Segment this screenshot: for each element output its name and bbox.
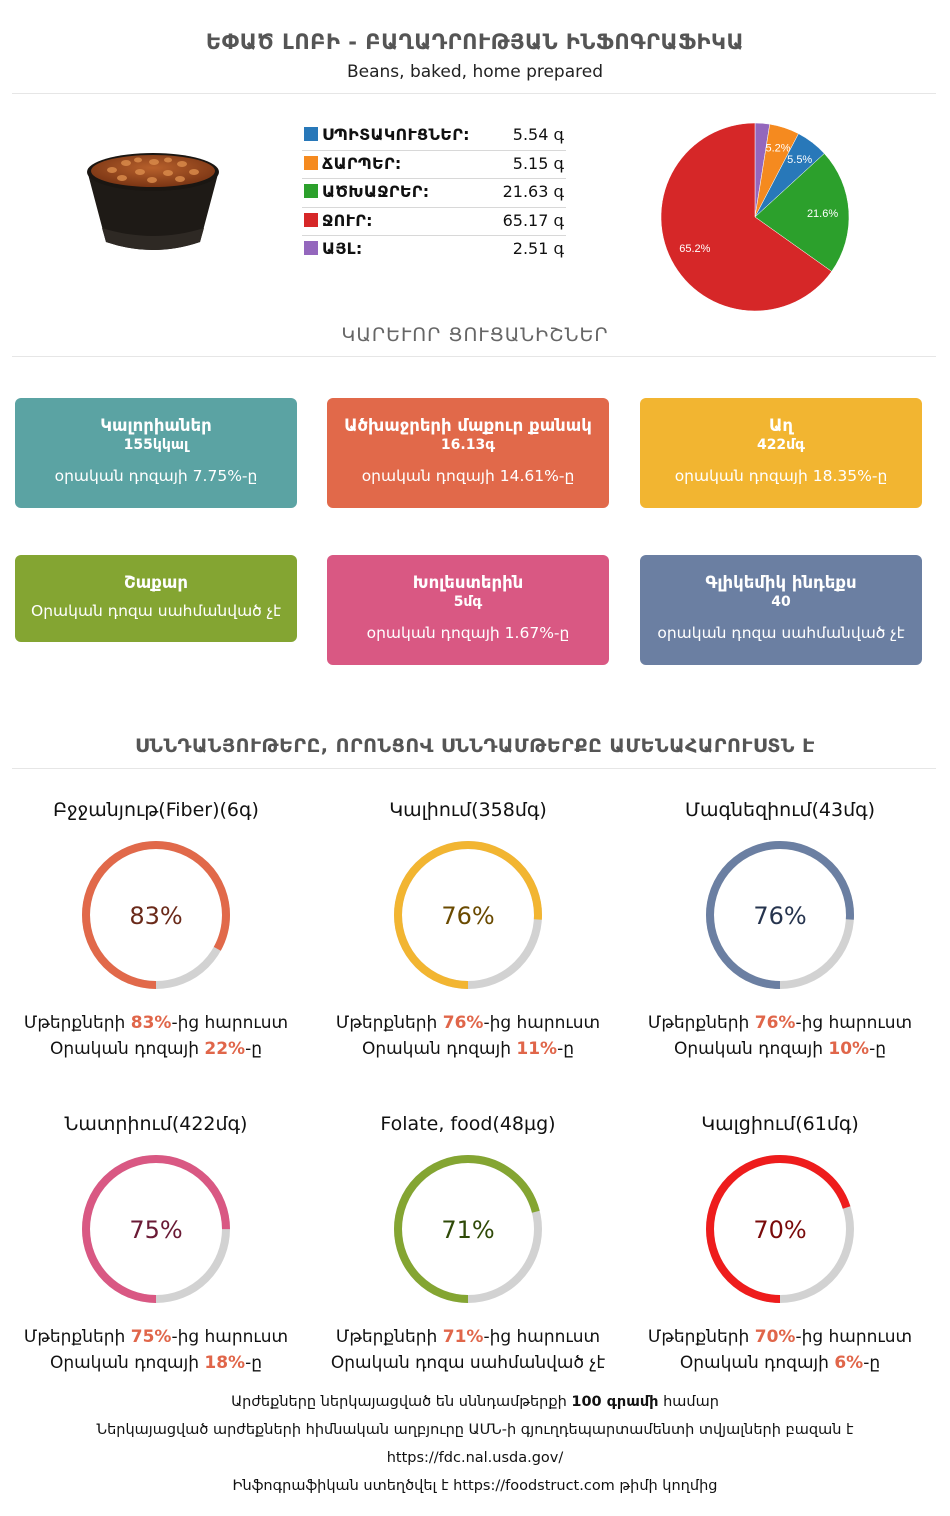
pie-label-fat: 5.2% (765, 142, 791, 155)
divider (12, 93, 936, 94)
divider (12, 768, 936, 769)
composition-value: 21.63 գ (502, 182, 564, 201)
baked-beans-bowl-image (82, 148, 224, 254)
card-amount: 5մգ (453, 594, 483, 610)
card-cholesterol (327, 555, 609, 665)
nutrient-name: Կալցիում(61մգ) (701, 1113, 859, 1135)
nutrient-ring (76, 1149, 236, 1309)
card-daily: օրական դոզայի 7.75%-ը (54, 467, 258, 485)
nutrient-ring (388, 1149, 548, 1309)
composition-value: 5.54 գ (512, 125, 564, 144)
nutrient-rank-line: Մթերքների 71%-ից հարուստ (335, 1327, 601, 1347)
nutrient-potassium (312, 799, 624, 1059)
footer-credit: Ինֆոգրաֆիկան ստեղծվել է https://foodstruct.com թիմի կողմից (232, 1478, 718, 1494)
card-amount: 422մգ (756, 437, 806, 453)
composition-label: ԱԾԽԱՋՐԵՐ: (322, 182, 430, 201)
composition-label: ԱՅԼ: (322, 239, 363, 258)
composition-value: 5.15 գ (512, 153, 564, 173)
protein-swatch (304, 127, 318, 141)
ring-percent: 70% (753, 1216, 807, 1244)
composition-row-other (302, 236, 566, 265)
card-title: Կալորիաներ (100, 416, 212, 435)
card-title: Աղ (768, 416, 794, 435)
composition-table (302, 122, 566, 265)
ring-percent: 83% (129, 902, 183, 930)
pie-label-water: 65.2% (679, 243, 711, 256)
footer-per-100g: Արժեքները ներկայացված են սննդամթերքի 100 գրամի համար (231, 1394, 719, 1410)
composition-row-water (302, 208, 566, 237)
card-title: Խոլեստերին (412, 573, 524, 592)
nutrient-name: Բջջանյութ(Fiber)(6գ) (53, 799, 259, 821)
card-sugar (15, 555, 297, 642)
card-daily: օրական դոզայի 18.35%-ը (674, 467, 888, 485)
card-amount: 155կկալ (123, 437, 189, 453)
nutrient-sodium (0, 1113, 312, 1373)
page-title: ԵՓԱԾ ԼՈԲԻ - ԲԱՂԱԴՐՈՒԹՅԱՆ ԻՆՖՈԳՐԱՖԻԿԱ (205, 30, 745, 54)
composition-pie-chart (640, 102, 870, 332)
nutrient-daily-line: Օրական դոզայի 22%-ը (49, 1039, 263, 1059)
nutrient-calcium (624, 1113, 936, 1373)
ring-percent: 71% (441, 1216, 495, 1244)
card-daily: օրական դոզայի 14.61%-ը (361, 467, 575, 485)
carbs-swatch (304, 184, 318, 198)
composition-row-carbs (302, 179, 566, 208)
key-indicators-heading: ԿԱՐԵՒՈՐ ՑՈՒՑԱՆԻՇՆԵՐ (341, 324, 609, 346)
nutrient-name: Կալիում(358մգ) (389, 799, 547, 821)
composition-value: 65.17 գ (502, 210, 564, 230)
nutrient-rank-line: Մթերքների 70%-ից հարուստ (647, 1327, 913, 1347)
card-title: Շաքար (124, 573, 188, 592)
composition-row-fat (302, 151, 566, 180)
nutrient-ring (700, 1149, 860, 1309)
nutrient-rank-line: Մթերքների 76%-ից հարուստ (335, 1013, 601, 1033)
footer-foodstruct-link[interactable]: https://foodstruct.com (453, 1478, 615, 1494)
composition-label: ՋՈՒՐ: (322, 210, 373, 230)
other-swatch (304, 241, 318, 255)
card-daily: օրական դոզայի 1.67%-ը (366, 624, 570, 642)
composition-row-protein (302, 122, 566, 151)
pie-label-carbs: 21.6% (806, 207, 839, 220)
page-subtitle: Beans, baked, home prepared (346, 62, 604, 82)
card-glycemic-index (640, 555, 922, 665)
nutrient-rank-line: Մթերքների 75%-ից հարուստ (23, 1327, 289, 1347)
nutrient-daily-line: Օրական դոզայի 10%-ը (673, 1039, 887, 1059)
card-calories (15, 398, 297, 508)
card-daily: օրական դոզա սահմանված չէ (657, 624, 905, 642)
ring-percent: 76% (753, 902, 807, 930)
card-amount: 40 (771, 594, 791, 610)
pie-label-protein: 5.5% (787, 153, 813, 166)
nutrient-daily-line: Օրական դոզայի 18%-ը (49, 1353, 263, 1373)
nutrient-ring (700, 835, 860, 995)
water-swatch (304, 213, 318, 227)
fat-swatch (304, 156, 318, 170)
card-net-carbs (327, 398, 609, 508)
nutrient-daily-line: Օրական դոզա սահմանված չէ (330, 1353, 606, 1373)
composition-label: ՃԱՐՊԵՐ: (322, 153, 402, 173)
nutrient-ring (76, 835, 236, 995)
card-title: Ածխաջրերի մաքուր քանակ (344, 416, 592, 435)
nutrient-name: Նատրիում(422մգ) (64, 1113, 248, 1135)
nutrient-folate (312, 1113, 624, 1373)
ring-percent: 75% (129, 1216, 183, 1244)
nutrient-rank-line: Մթերքների 76%-ից հարուստ (647, 1013, 913, 1033)
nutrient-name: Մագնեզիում(43մգ) (684, 799, 876, 821)
nutrient-ring (388, 835, 548, 995)
nutrient-fiber (0, 799, 312, 1059)
divider (12, 356, 936, 357)
composition-label: ՍՊԻՏԱԿՈՒՑՆԵՐ: (322, 125, 470, 144)
nutrient-magnesium (624, 799, 936, 1059)
card-daily: Օրական դոզա սահմանված չէ (31, 602, 281, 620)
ring-percent: 76% (441, 902, 495, 930)
footer-usda-link[interactable]: https://fdc.nal.usda.gov/ (386, 1450, 564, 1466)
composition-value: 2.51 գ (512, 239, 564, 258)
card-amount: 16.13գ (440, 437, 496, 453)
rich-nutrients-heading: ՍՆՆԴԱՆՅՈՒԹԵՐԸ, ՈՐՈՆՑՈՎ ՍՆՆԴԱՄԹԵՐՔԸ ԱՄԵՆԱՀԱՐՈՒՍՏՆ Է (135, 735, 815, 757)
card-title: Գլիկեմիկ ինդեքս (705, 573, 857, 592)
nutrient-daily-line: Օրական դոզայի 11%-ը (361, 1039, 575, 1059)
card-salt (640, 398, 922, 508)
nutrient-daily-line: Օրական դոզայի 6%-ը (679, 1353, 881, 1373)
nutrient-rank-line: Մթերքների 83%-ից հարուստ (23, 1013, 289, 1033)
footer-source: Ներկայացված արժեքների հիմնական աղբյուրը ԱՄՆ-ի գյուղդեպարտամենտի տվյալների բազան է (96, 1422, 854, 1438)
nutrient-name: Folate, food(48µg) (380, 1113, 556, 1135)
